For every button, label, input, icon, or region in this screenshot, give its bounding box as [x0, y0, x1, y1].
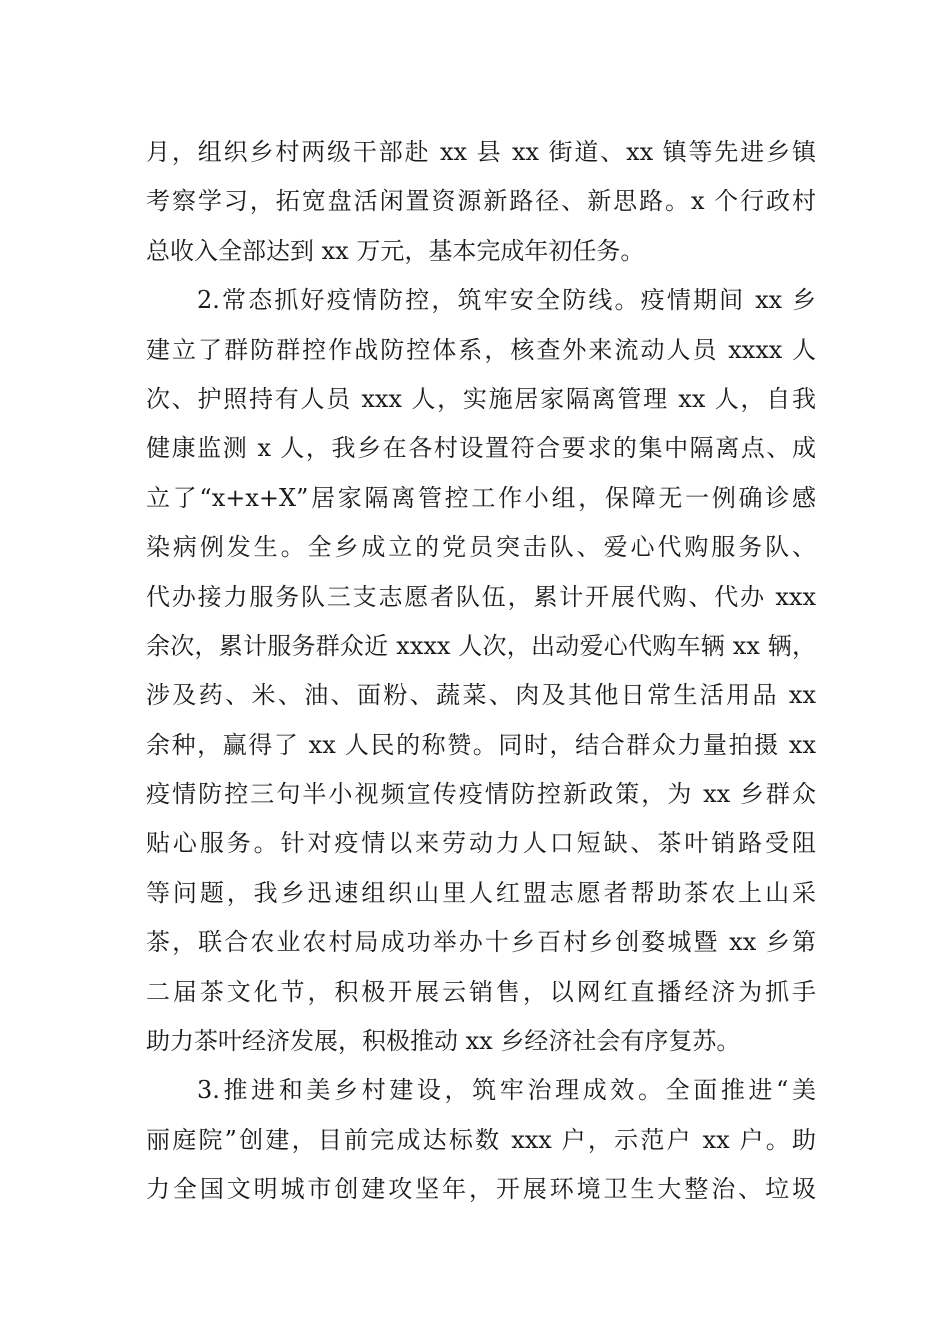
- text-line: 贴心服务。针对疫情以来劳动力人口短缺、茶叶销路受阻: [146, 829, 816, 858]
- text-line: 助力茶叶经济发展，积极推动 xx 乡经济社会有序复苏。: [146, 1027, 741, 1056]
- text-line: 次、护照持有人员 xxx 人，实施居家隔离管理 xx 人，自我: [146, 384, 816, 413]
- text-line: 丽庭院”创建，目前完成达标数 xxx 户，示范户 xx 户。助: [146, 1125, 816, 1154]
- text-line: 余次，累计服务群众近 xxxx 人次，出动爱心代购车辆 xx 辆，: [146, 631, 816, 660]
- text-line: 涉及药、米、油、面粉、蔬菜、肉及其他日常生活用品 xx: [146, 681, 816, 710]
- text-line: 总收入全部达到 xx 万元，基本完成年初任务。: [146, 236, 645, 265]
- text-line: 茶，联合农业农村局成功举办十乡百村乡创婺城暨 xx 乡第: [146, 928, 816, 957]
- text-line: 力全国文明城市创建攻坚年，开展环境卫生大整治、垃圾: [146, 1175, 816, 1204]
- text-line: 余种，赢得了 xx 人民的称赞。同时，结合群众力量拍摄 xx: [146, 730, 816, 759]
- text-line: 健康监测 x 人，我乡在各村设置符合要求的集中隔离点、成: [146, 434, 816, 463]
- text-line: 月，组织乡村两级干部赴 xx 县 xx 街道、xx 镇等先进乡镇: [146, 138, 816, 166]
- text-line: 3.推进和美乡村建设，筑牢治理成效。全面推进“美: [197, 1076, 816, 1105]
- body-text: [146, 128, 816, 1215]
- text-line: 2.常态抓好疫情防控，筑牢安全防线。疫情期间 xx 乡: [197, 286, 816, 315]
- text-line: 立了“x+x+X”居家隔离管控工作小组，保障无一例确诊感: [146, 483, 816, 512]
- text-line: 建立了群防群控作战防控体系，核查外来流动人员 xxxx 人: [146, 335, 816, 364]
- text-line: 疫情防控三句半小视频宣传疫情防控新政策，为 xx 乡群众: [146, 780, 816, 809]
- text-line: 考察学习，拓宽盘活闲置资源新路径、新思路。x 个行政村: [146, 187, 816, 216]
- text-line: 等问题，我乡迅速组织山里人红盟志愿者帮助茶农上山采: [146, 878, 816, 907]
- text-line: 二届茶文化节，积极开展云销售，以网红直播经济为抓手: [146, 977, 816, 1006]
- text-line: 染病例发生。全乡成立的党员突击队、爱心代购服务队、: [146, 533, 816, 562]
- text-line: 代办接力服务队三支志愿者队伍，累计开展代购、代办 xxx: [146, 582, 816, 611]
